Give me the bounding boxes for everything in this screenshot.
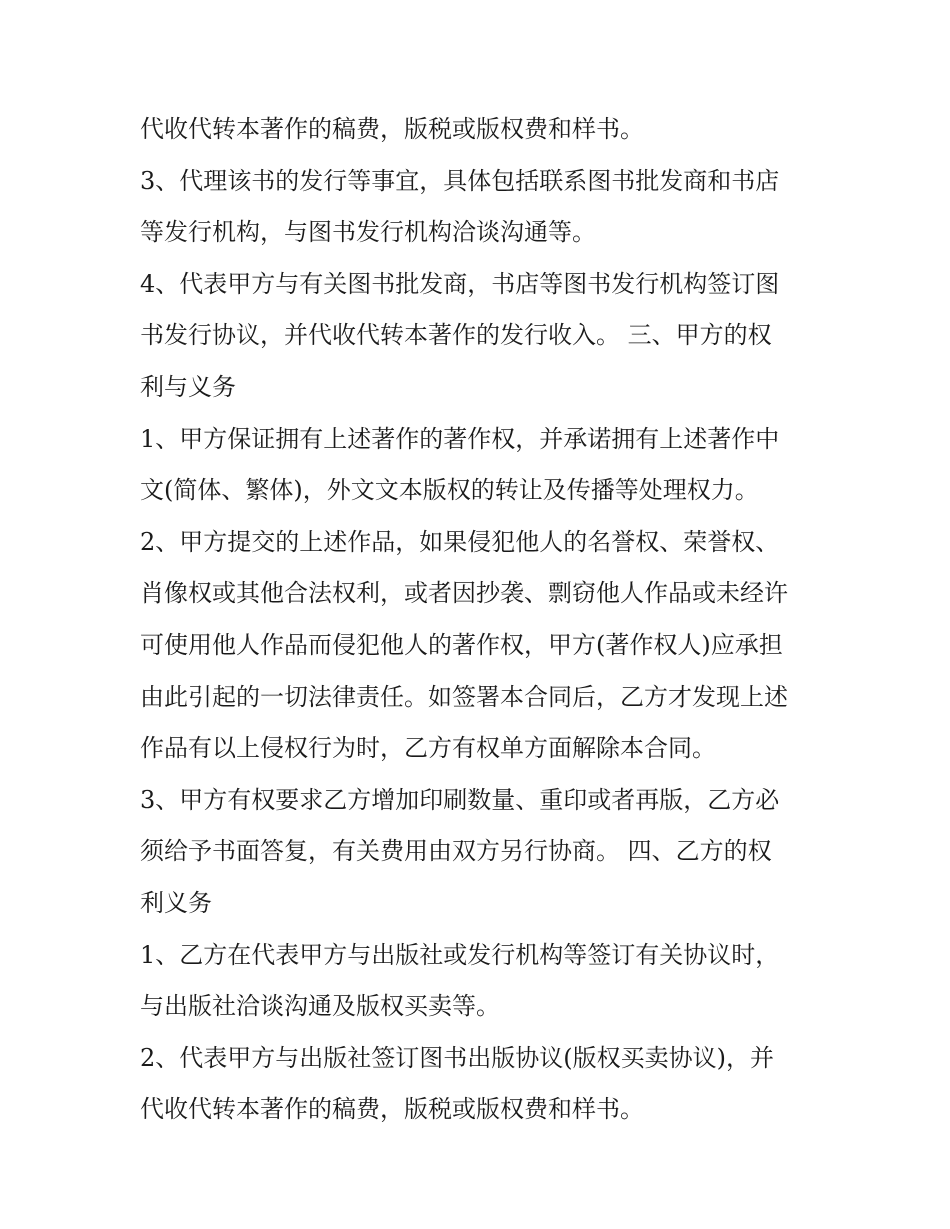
text-line: 与出版社洽谈沟通及版权买卖等。 <box>140 992 500 1021</box>
text-line: 书发行协议，并代收代转本著作的发行收入。 三、甲方的权 <box>140 321 772 350</box>
text-line: 肖像权或其他合法权利，或者因抄袭、剽窃他人作品或未经许 <box>140 579 788 608</box>
text-line: 1、乙方在代表甲方与出版社或发行机构等签订有关协议时， <box>140 940 780 969</box>
text-line: 利义务 <box>140 888 212 917</box>
text-line: 2、代表甲方与出版社签订图书出版协议(版权买卖协议)，并 <box>140 1043 774 1072</box>
text-line: 利与义务 <box>140 372 236 401</box>
text-line: 文(简体、繁体)，外文文本版权的转让及传播等处理权力。 <box>140 476 759 505</box>
text-line: 4、代表甲方与有关图书批发商，书店等图书发行机构签订图 <box>140 269 780 298</box>
text-line: 等发行机构，与图书发行机构洽谈沟通等。 <box>140 218 596 247</box>
text-line: 3、代理该书的发行等事宜，具体包括联系图书批发商和书店 <box>140 166 780 195</box>
text-line: 代收代转本著作的稿费，版税或版权费和样书。 <box>140 115 644 143</box>
text-line: 可使用他人作品而侵犯他人的著作权，甲方(著作权人)应承担 <box>140 630 783 659</box>
text-line: 1、甲方保证拥有上述著作的著作权，并承诺拥有上述著作中 <box>140 424 780 453</box>
text-line: 由此引起的一切法律责任。如签署本合同后，乙方才发现上述 <box>140 682 788 711</box>
text-line: 代收代转本著作的稿费，版税或版权费和样书。 <box>140 1095 644 1124</box>
text-line: 3、甲方有权要求乙方增加印刷数量、重印或者再版，乙方必 <box>140 785 780 814</box>
text-line: 作品有以上侵权行为时，乙方有权单方面解除本合同。 <box>140 734 716 763</box>
text-line: 须给予书面答复，有关费用由双方另行协商。 四、乙方的权 <box>140 837 772 866</box>
contract-body-text <box>140 104 820 1136</box>
text-line: 2、甲方提交的上述作品，如果侵犯他人的名誉权、荣誉权、 <box>140 527 780 556</box>
